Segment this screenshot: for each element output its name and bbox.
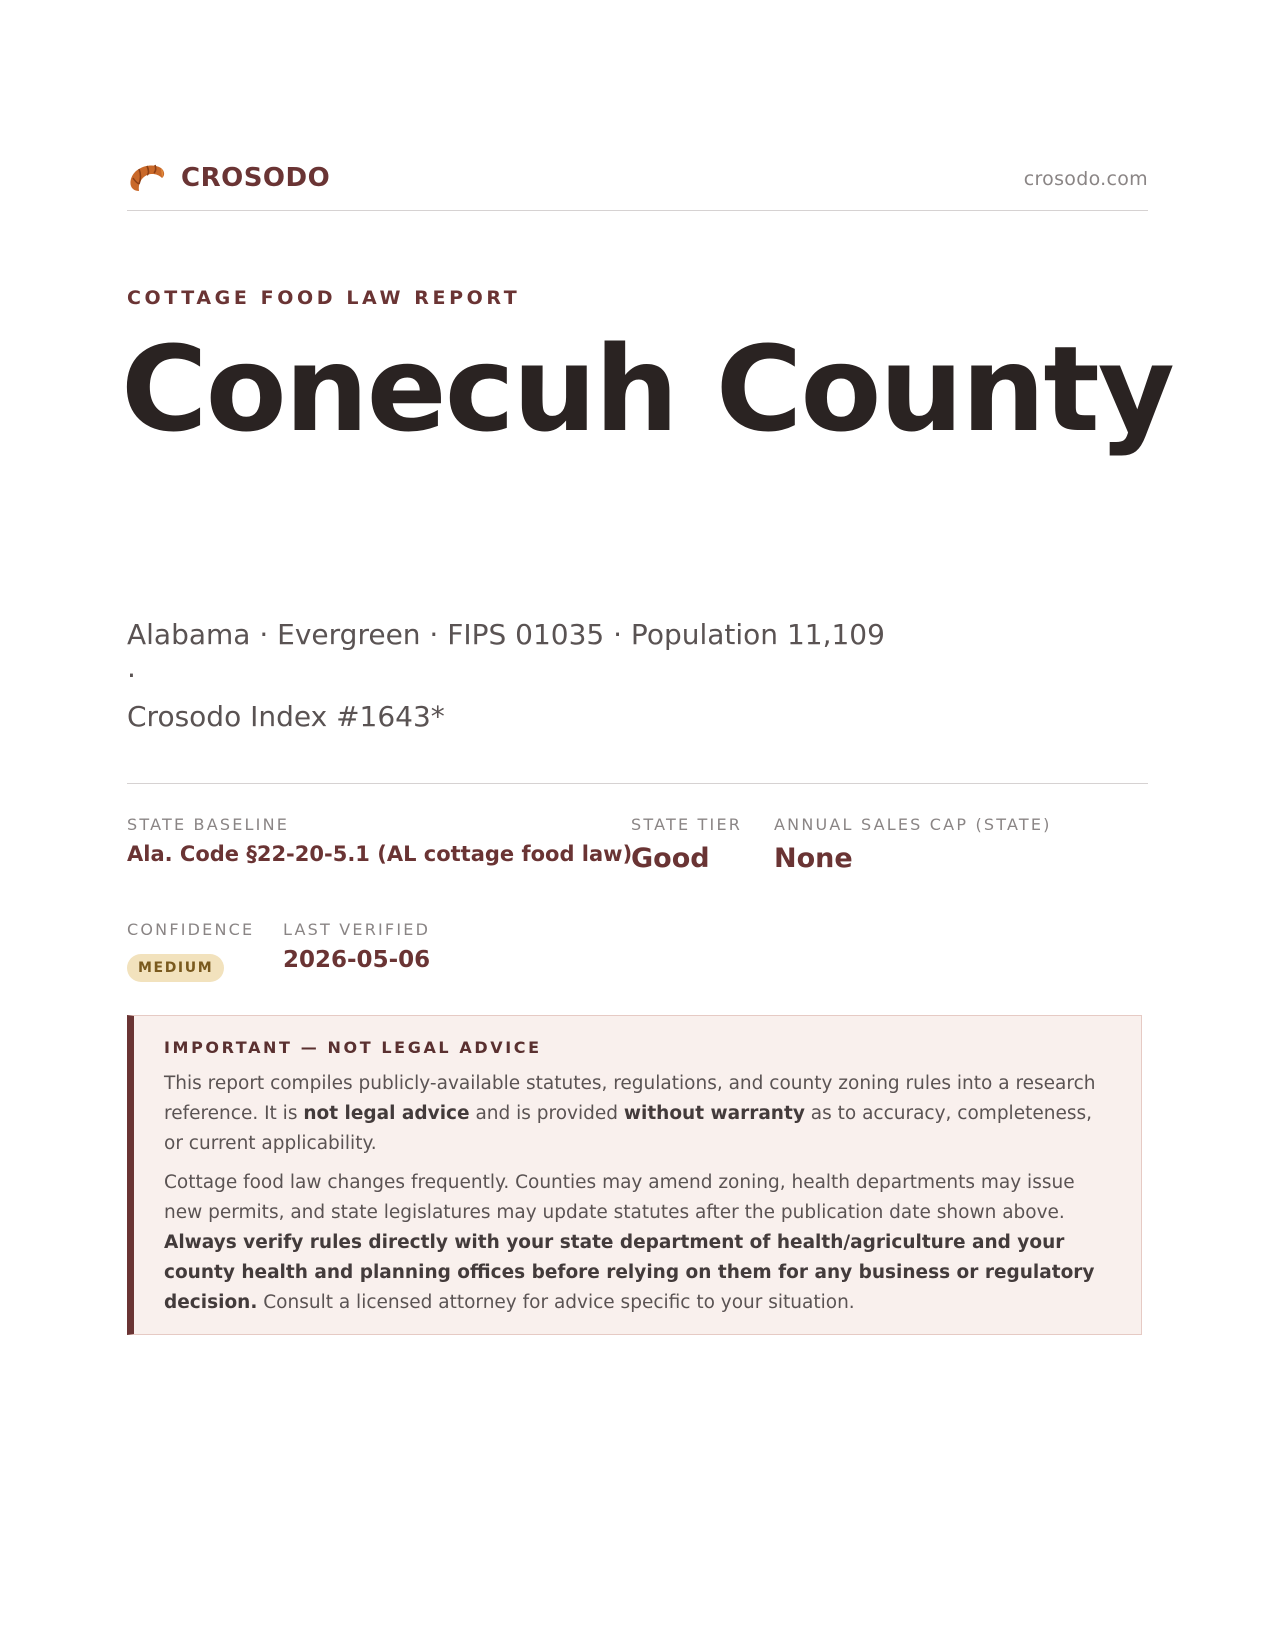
- page-title: Conecuh County: [121, 320, 1173, 458]
- legal-disclaimer: [127, 1015, 1142, 1335]
- disclaimer-text: Consult a licensed attorney for advice specific to your situation.: [257, 1292, 855, 1313]
- page-header: [127, 156, 1148, 211]
- brand-name: CROSODO: [181, 163, 331, 193]
- site-url[interactable]: crosodo.com: [1023, 168, 1148, 190]
- state-baseline-label: STATE BASELINE: [127, 815, 290, 834]
- report-type-label: COTTAGE FOOD LAW REPORT: [127, 287, 521, 309]
- disclaimer-text: This report compiles publicly-available statutes, regulations, and county zoning rules into a research reference. It is: [164, 1073, 1096, 1124]
- croissant-icon: [127, 160, 167, 196]
- county-summary: [127, 614, 887, 737]
- state-baseline-value: Ala. Code §22-20-5.1 (AL cottage food law): [127, 842, 633, 866]
- sales-cap-label: ANNUAL SALES CAP (STATE): [774, 815, 1052, 834]
- last-verified-value: 2026-05-06: [283, 947, 431, 973]
- disclaimer-text: as to accuracy, completeness, or current applicability.: [164, 1103, 1092, 1154]
- county-summary-line-2: Crosodo Index #1643*: [127, 700, 445, 733]
- confidence-label: CONFIDENCE: [127, 920, 255, 939]
- state-tier-value: Good: [631, 843, 710, 874]
- disclaimer-emphasis: Always verify rules directly with your state department of health/agriculture and your county health and planning offices before relying on them for any business or regulatory decision.: [164, 1232, 1095, 1313]
- disclaimer-text: Cottage food law changes frequently. Counties may amend zoning, health departments may issue new permits, and state legislatures may update statutes after the publication date shown above.: [164, 1172, 1075, 1223]
- disclaimer-emphasis: not legal advice: [303, 1103, 470, 1124]
- last-verified-label: LAST VERIFIED: [283, 920, 431, 939]
- section-divider: [127, 783, 1148, 784]
- disclaimer-paragraph-1: [164, 1069, 1115, 1159]
- state-tier-label: STATE TIER: [631, 815, 743, 834]
- confidence-badge: MEDIUM: [127, 954, 224, 982]
- disclaimer-emphasis: without warranty: [623, 1103, 805, 1124]
- sales-cap-value: None: [774, 843, 853, 874]
- disclaimer-title: IMPORTANT — NOT LEGAL ADVICE: [164, 1038, 542, 1057]
- county-summary-line-1: Alabama · Evergreen · FIPS 01035 · Population 11,109 ·: [127, 618, 885, 692]
- disclaimer-text: and is provided: [469, 1103, 624, 1124]
- disclaimer-paragraph-2: [164, 1168, 1115, 1318]
- brand: [127, 160, 330, 196]
